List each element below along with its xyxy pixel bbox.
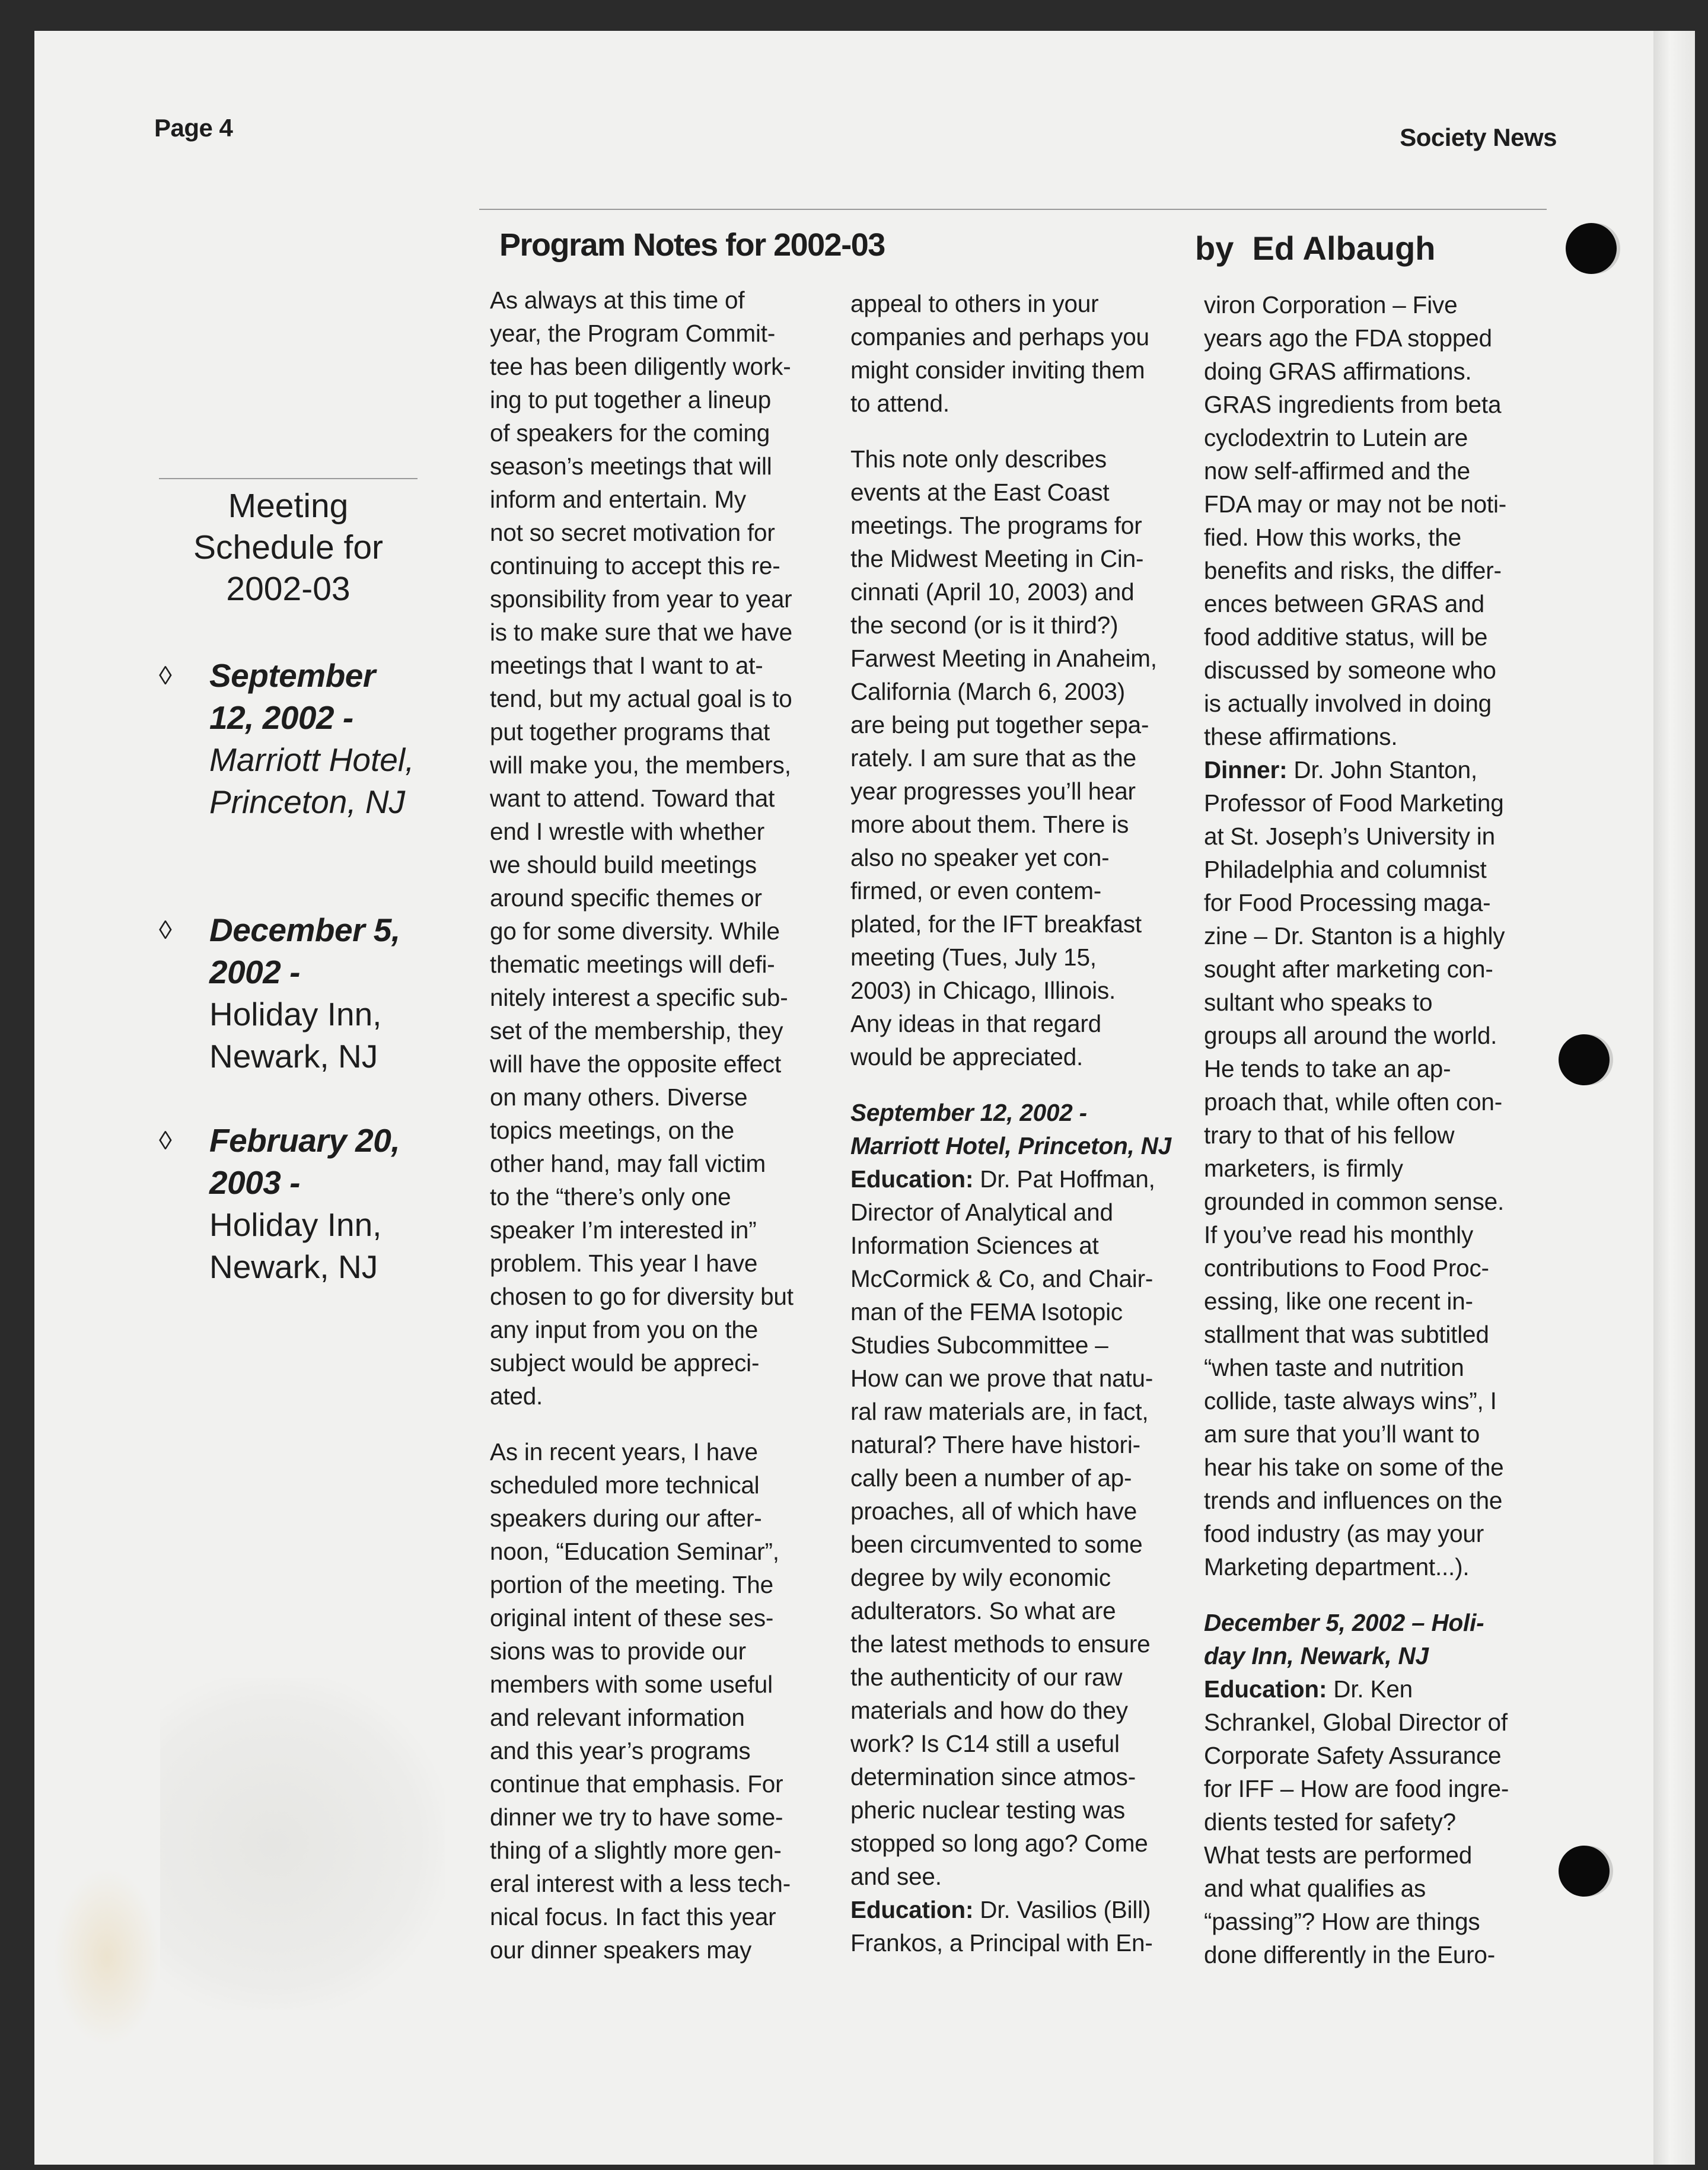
schedule-item [159,1120,420,1288]
article-column-3 [1204,288,1560,1971]
header-rule [479,209,1547,210]
paper-stain-corner [53,1868,160,2046]
article-column-2 [850,287,1206,1959]
schedule-item [159,909,420,1078]
binder-hole-top [1566,223,1617,274]
diamond-bullet-icon: ◊ [159,661,172,690]
page-edge [1653,31,1695,2165]
sidebar-title: Meeting Schedule for 2002-03 [193,487,384,608]
education-label: Education: [850,1165,974,1193]
article-title: Program Notes for 2002-03 [499,227,885,263]
education-label: Education: [1204,1675,1327,1703]
page-number: Page 4 [154,114,233,142]
education-text: Dr. Ken Schrankel, Global Director of Corporate Safety Assurance for IFF – How are food ingre- dients tested for safety? What tests are performed and what qualifies as “passing”? How are things done differently in the Euro- [1204,1675,1509,1968]
paragraph [850,1162,1206,1893]
schedule-date: December 5, 2002 - [209,912,400,990]
paragraph: This note only describes events at the East Coast meetings. The programs for the Midwest Meeting in Cin- cinnati (April 10, 2003) and the second (or is it third?) Farwest Meeting in Anaheim, California (March 6, 2003) are being put together sepa- rately. I am sure that as the year progresses you’ll hear more about them. There is also no speaker yet con- firmed, or even contem- plated, for the IFT breakfast meeting (Tues, July 15, 2003) in Chicago, Illinois. Any ideas in that regard would be appreciated. [850,445,1157,1070]
binder-hole-bottom [1559,1846,1610,1897]
article-byline: by Ed Albaugh [1195,230,1436,267]
schedule-date: February 20, 2003 - [209,1122,400,1201]
schedule-location: Holiday Inn, Newark, NJ [209,1206,382,1285]
binder-hole-middle [1559,1034,1610,1085]
paragraph: appeal to others in your companies and perhaps you might consider inviting them to attend. [850,290,1149,417]
education-text: Dr. Pat Hoffman, Director of Analytical and Information Sciences at McCormick & Co, and Chair- man of the FEMA Isotopic Studies Subcommittee – How can we prove that natu- ral raw materials are, in fact, natural? There have histori- cally been a number of ap- proaches, all of which have been circumvented to some degree by wily economic adulterators. So what are the latest methods to ensure the authenticity of our raw materials and how do they work? Is C14 still a useful determination since atmos- pheric nuclear testing was stopped so long ago? Come and see. [850,1165,1155,1890]
paragraph: As always at this time of year, the Program Commit- tee has been diligently work- ing to put together a lineup of speakers for the coming season’s meetings that will inform and entertain. My not so secret motivation for continuing to accept this re- sponsibility from year to year is to make sure that we have meetings that I want to at- tend, but my actual goal is to put together programs that will make you, the members, want to attend. Toward that end I wrestle with whether we should build meetings around specific themes or go for some diversity. While thematic meetings will defi- nitely interest a specific sub- set of the membership, they will have the opposite effect on many others. Diverse topics meetings, on the other hand, may fall victim to the “there’s only one speaker I’m interested in” problem. This year I have chosen to go for diversity but any input from you on the subject would be appreci- ated. [490,286,794,1410]
paragraph [1204,753,1560,1583]
schedule-date: September 12, 2002 - [209,657,375,736]
article-column-1 [490,283,846,1967]
meeting-heading: September 12, 2002 - Marriott Hotel, Princeton, NJ [850,1099,1172,1159]
dinner-text: Dr. John Stanton, Professor of Food Marketing at St. Joseph’s University in Philadelphia and columnist for Food Processing maga- zine – Dr. Stanton is a highly sought after marketing con- sultant who speaks to groups all around the world. He tends to take an ap- proach that, while often con- trary to that of his fellow marketers, is firmly grounded in common sense. If you’ve read his monthly contributions to Food Proc- essing, like one recent in- stallment that was subtitled “when taste and nutrition collide, taste always wins”, I am sure that you’ll want to hear his take on some of the trends and influences on the food industry (as may your Marketing department...). [1204,756,1505,1581]
schedule-location: Marriott Hotel, Princeton, NJ [209,741,415,820]
education-label: Education: [850,1896,974,1923]
paragraph [850,1893,1206,1959]
sidebar-rule [159,478,418,479]
dinner-label: Dinner: [1204,756,1288,783]
education-text: Dr. Vasilios (Bill) Frankos, a Principal with En- [850,1896,1153,1956]
paragraph: viron Corporation – Five years ago the FDA stopped doing GRAS affirmations. GRAS ingredients from beta cyclodextrin to Lutein are now self-affirmed and the FDA may or may not be noti- fied. How this works, the benefits and risks, the differ- ences between GRAS and food additive status, will be discussed by someone who is actually involved in doing these affirmations. [1204,291,1507,750]
paragraph [1204,1672,1560,1971]
diamond-bullet-icon: ◊ [159,1126,172,1155]
publication-name: Society News [1400,123,1557,151]
diamond-bullet-icon: ◊ [159,916,172,945]
paragraph: As in recent years, I have scheduled more technical speakers during our after- noon, “Education Seminar”, portion of the meeting. The original intent of these ses- sions was to provide our members with some useful and relevant information and this year’s programs continue that emphasis. For dinner we try to have some- thing of a slightly more gen- eral interest with a less tech- nical focus. In fact this year our dinner speakers may [490,1438,791,1964]
meeting-heading: December 5, 2002 – Holi- day Inn, Newark, NJ [1204,1609,1484,1669]
paper-stain [160,1678,445,2010]
schedule-item [159,655,420,823]
schedule-location: Holiday Inn, Newark, NJ [209,996,382,1075]
